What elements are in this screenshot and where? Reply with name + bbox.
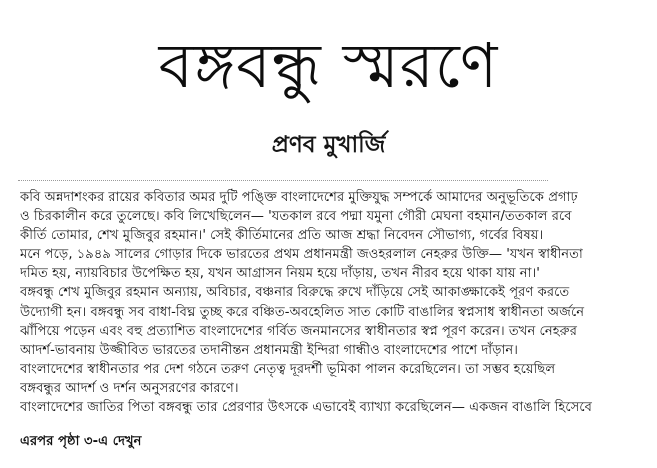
body-line-1: কবি অন্নদাশংকর রায়ের কবিতার অমর দুটি পঙ্ক্তি বাংলাদেশের মুক্তিযুদ্ধ সম্পর্কে আমাদের অনুভূতিকে প্রগাঢ়	[20, 190, 578, 205]
body-line-2: ও চিরকালীন করে তুলেছে। কবি লিখেছিলেন— 'যতকাল রবে পদ্মা যমুনা গৌরী মেঘনা বহমান/ততকাল রবে	[20, 209, 572, 225]
body-line-11: বঙ্গবন্ধুর আদর্শ ও দর্শন অনুসরণের কারণে।	[20, 380, 239, 396]
article-body	[20, 188, 644, 417]
body-line-7: উদ্যোগী হন। বঙ্গবন্ধু সব বাধা-বিঘ্ন তুচ্ছ করে বঞ্চিত-অবহেলিত সাত কোটি বাঙালির স্বপ্নসাধ স্বাধীনতা অর্জনে	[20, 304, 585, 320]
dotted-divider	[18, 180, 548, 181]
body-line-12: বাংলাদেশের জাতির পিতা বঙ্গবন্ধু তার প্রেরণার উৎসকে এভাবেই ব্যাখ্যা করেছিলেন— একজন বাঙালি হিসেবে	[20, 400, 593, 416]
body-line-6: বঙ্গবন্ধু শেখ মুজিবুর রহমান অন্যায়, অবিচার, বঞ্চনার বিরুদ্ধে রুখে দাঁড়িয়ে সেই আকাঙ্ক্ষাকেই পূরণ করতে	[20, 285, 570, 301]
article-byline: প্রণব মুখার্জি	[271, 131, 386, 158]
body-line-3: কীর্তি তোমার, শেখ মুজিবুর রহমান।' সেই কীর্তিমানের প্রতি আজ শ্রদ্ধা নিবেদন সৌভাগ্য, গর্বের বিষয়।	[20, 228, 544, 244]
body-line-10: বাংলাদেশের স্বাধীনতার পর দেশ গঠনে তরুণ নেতৃত্ব দূরদর্শী ভূমিকা পালন করেছিলেন। তা সম্ভব হয়েছিল	[20, 361, 556, 377]
body-line-5: দমিত হয়, ন্যায়বিচার উপেক্ষিত হয়, যখন আগ্রাসন নিয়ম হয়ে দাঁড়ায়, তখন নীরব হয়ে থাকা যায় না।'	[20, 266, 540, 282]
body-line-4: মনে পড়ে, ১৯৪৯ সালের গোড়ার দিকে ভারতের প্রথম প্রধানমন্ত্রী জওহরলাল নেহরুর উক্তি— 'যখন স্বাধীনতা	[20, 247, 583, 263]
body-line-8: ঝাঁপিয়ে পড়েন এবং বহু প্রত্যাশিত বাংলাদেশের গর্বিত জনমানসের স্বাধীনতার স্বপ্ন পূরণ করেন। তখন নেহরুর	[20, 323, 578, 339]
article-headline: বঙ্গবন্ধু স্মরণে	[158, 29, 499, 102]
body-line-9: আদর্শ-ভাবনায় উজ্জীবিত ভারতের তদানীন্তন প্রধানমন্ত্রী ইন্দিরা গান্ধীও বাংলাদেশের পাশে দাঁড়ান।	[20, 342, 518, 358]
continued-on-page-note: এরপর পৃষ্ঠা ৩-এ দেখুন	[20, 434, 142, 449]
